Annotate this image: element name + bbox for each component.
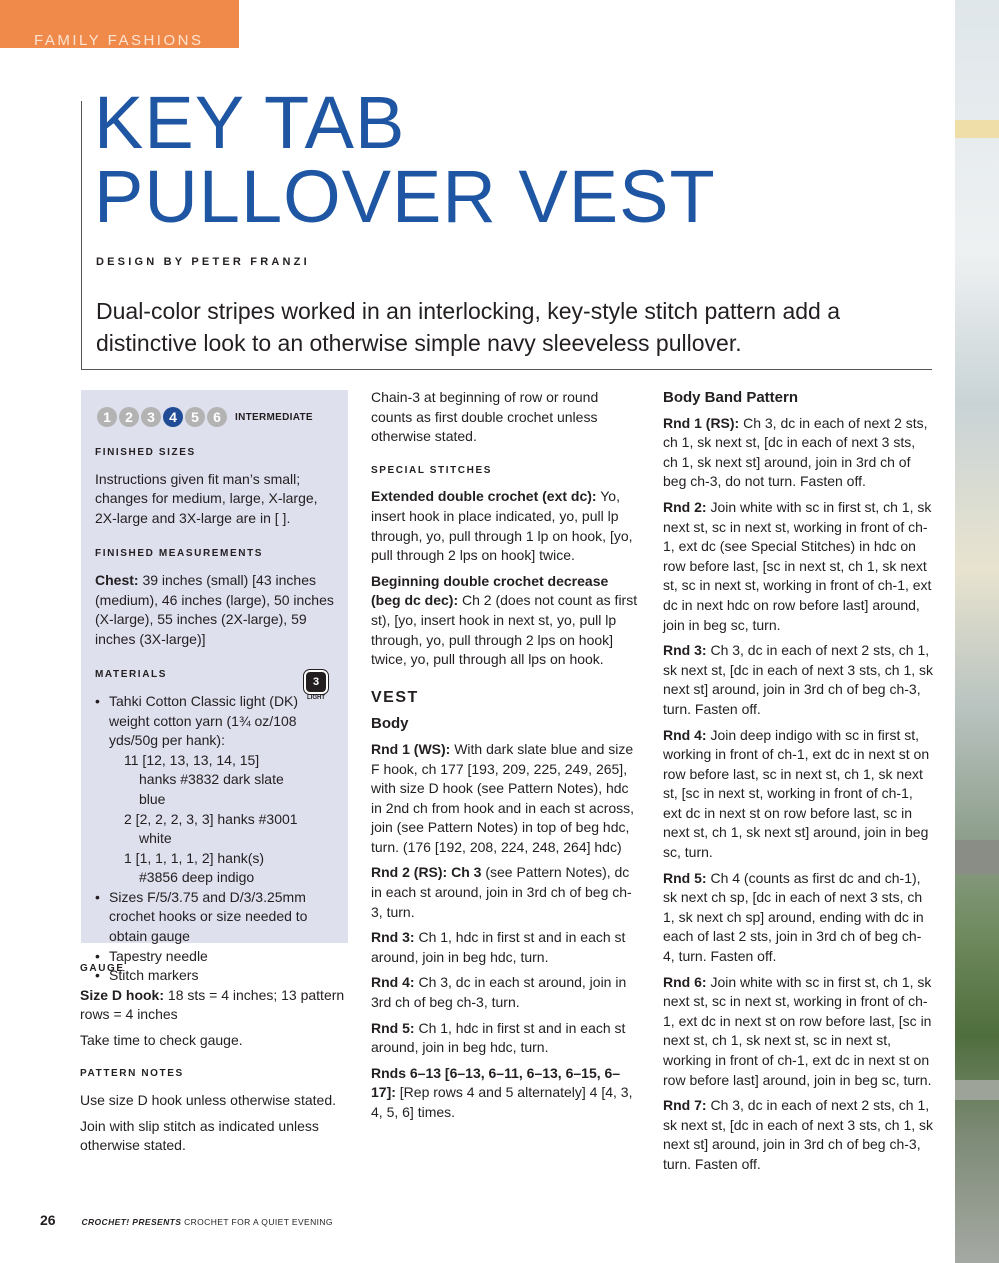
band-rnd-1-label: Rnd 1 (RS): bbox=[663, 414, 740, 431]
band-rnd-7 bbox=[663, 1096, 933, 1174]
skill-level-3: 3 bbox=[141, 407, 161, 427]
yarn-weight-icon bbox=[300, 672, 332, 706]
rnd-5-text: Ch 1, hdc in first st and in each st around, join in beg hdc, turn. bbox=[371, 1019, 626, 1056]
gauge-heading: GAUGE bbox=[80, 963, 125, 974]
band-rnd-2 bbox=[663, 498, 933, 635]
rnd-3-text: Ch 1, hdc in first st and in each st around, join in beg hdc, turn. bbox=[371, 929, 626, 965]
title-rule-horizontal bbox=[81, 369, 932, 370]
yarn-weight-number: 3 bbox=[306, 672, 326, 692]
publication-brand: CROCHET! PRESENTS bbox=[81, 1217, 182, 1227]
intro-text: Dual-color stripes worked in an interlocking, key-style stitch pattern add a distinctive look to an otherwise simple navy sleeveless pullover. bbox=[96, 298, 841, 356]
band-rnd-4-label: Rnd 4: bbox=[663, 726, 707, 743]
gauge-notes bbox=[80, 959, 345, 1162]
title-line-2: PULLOVER VEST bbox=[94, 155, 716, 238]
photo-rail bbox=[955, 840, 999, 874]
ext-dc-definition bbox=[371, 487, 639, 565]
chest-label: Chest: bbox=[95, 571, 139, 588]
rnd-1-text: With dark slate blue and size F hook, ch 177 [193, 209, 225, 249, 265], with size D hook (see Pattern Notes), hdc in 2nd ch from hook and in each st across, join (see Pattern Notes) in top of beg hdc, turn. (176 [192, 208, 224, 248, 264] hdc) bbox=[371, 740, 635, 855]
chest-sizes: 39 inches (small) [43 inches (medium), 46 inches (large), 50 inches (X-large), 55 inches (2X-large), 59 inches (3X-large)] bbox=[95, 571, 334, 647]
band-rnd-3-label: Rnd 3: bbox=[663, 642, 707, 659]
body-band-heading: Body Band Pattern bbox=[663, 389, 799, 406]
title-rule-vertical bbox=[81, 101, 82, 369]
finished-measurements-heading: FINISHED MEASUREMENTS bbox=[95, 548, 264, 560]
special-stitches-heading: SPECIAL STITCHES bbox=[371, 464, 492, 476]
band-rnd-4-text: Join deep indigo with sc in first st, working in front of ch-1, ext dc in next st on row before last, sc in next st, ch 1, sk next st, [sc in next st, working in front of ch-1, ext dc in next st on row before last, sc in next st, ch 1, sk next st] around, join in beg sc, turn. bbox=[663, 726, 930, 861]
gauge-text bbox=[80, 986, 345, 1025]
skill-level-5: 5 bbox=[185, 407, 205, 427]
band-rnd-2-label: Rnd 2: bbox=[663, 498, 707, 515]
rnd-2-label: Rnd 2 (RS): Ch 3 bbox=[371, 864, 482, 881]
sidebar-content bbox=[95, 443, 340, 986]
band-rnd-6-text: Join white with sc in first st, ch 1, sk next st, sc in next st, working in front of ch-1, ext dc in next st on row before last, [sc in next st, ch 1, sk next st, sc in next st, working in front of ch-1, ext dc in next st on row before last] around, join in beg sc, turn. bbox=[663, 973, 932, 1088]
yarn-color-2: 2 [2, 2, 2, 3, 3] hanks #3001 white bbox=[124, 810, 298, 847]
rnd-2 bbox=[371, 863, 639, 922]
photo-rail-lower bbox=[955, 1080, 999, 1100]
photo-highlight bbox=[955, 120, 999, 138]
rnd-3-label: Rnd 3: bbox=[371, 929, 415, 946]
materials-heading: MATERIALS bbox=[95, 669, 167, 681]
beg-dc-dec-label: Beginning double crochet decrease (beg dc dec): bbox=[371, 572, 609, 609]
band-rnd-4 bbox=[663, 726, 933, 863]
chain-note: Chain-3 at beginning of row or round counts as first double crochet unless otherwise stated. bbox=[371, 389, 599, 445]
band-rnd-5-text: Ch 4 (counts as first dc and ch-1), sk next ch sp, [dc in each of next 3 sts, ch 1, sk next ch sp] around, ending with dc in each of last 2 sts, join in 3rd ch of beg ch-4, turn. Fasten off. bbox=[663, 869, 924, 965]
column-2 bbox=[371, 388, 639, 1129]
band-rnd-3 bbox=[663, 641, 933, 719]
gauge-note: Take time to check gauge. bbox=[80, 1031, 243, 1048]
band-rnd-3-text: Ch 3, dc in each of next 2 sts, ch 1, sk next st, [dc in each of next 3 sts, ch 1, sk next st] around, join in 3rd ch of beg ch-3, turn. Fasten off. bbox=[663, 642, 934, 717]
yarn-weight-label: LIGHT bbox=[307, 695, 325, 701]
band-rnd-1-text: Ch 3, dc in each of next 2 sts, ch 1, sk next st, [dc in each of next 3 sts, ch 1, sk next st] around, join in 3rd ch of beg ch-3, do not turn. Fasten off. bbox=[663, 414, 928, 490]
rnd-4 bbox=[371, 973, 639, 1012]
publication-title: CROCHET FOR A QUIET EVENING bbox=[184, 1217, 333, 1227]
page-number: 26 bbox=[40, 1212, 56, 1228]
beg-dc-dec-definition bbox=[371, 572, 639, 670]
band-rnd-6 bbox=[663, 973, 933, 1091]
yarn-description: Tahki Cotton Classic light (DK) weight cotton yarn (1¾ oz/108 yds/50g per hank): bbox=[109, 692, 299, 749]
rnds-6-13-label: Rnds 6–13 [6–13, 6–11, 6–13, 6–15, 6–17]: bbox=[371, 1064, 621, 1101]
yarn-color-1: 11 [12, 13, 13, 14, 15] hanks #3832 dark slate blue bbox=[124, 751, 284, 807]
band-rnd-6-label: Rnd 6: bbox=[663, 973, 707, 990]
rnds-6-13 bbox=[371, 1064, 639, 1123]
skill-level-2: 2 bbox=[119, 407, 139, 427]
page-title bbox=[94, 81, 716, 238]
band-rnd-7-label: Rnd 7: bbox=[663, 1097, 707, 1114]
rnd-5-label: Rnd 5: bbox=[371, 1019, 415, 1036]
rnd-3 bbox=[371, 928, 639, 967]
yarn-color-3: 1 [1, 1, 1, 1, 2] hank(s) #3856 deep indigo bbox=[124, 849, 265, 886]
materials-list bbox=[95, 692, 340, 986]
skill-level-4-active: 4 bbox=[163, 407, 183, 427]
column-3 bbox=[663, 388, 933, 1181]
body-heading: Body bbox=[371, 715, 409, 733]
skill-level-label: INTERMEDIATE bbox=[235, 411, 313, 423]
beg-dc-dec-text: Ch 2 (does not count as first st), [yo, insert hook in next st, yo, pull lp through, yo, pull through 2 lps on hook] twice, yo, pull through all lps on hook. bbox=[371, 592, 638, 668]
ext-dc-label: Extended double crochet (ext dc): bbox=[371, 488, 597, 505]
title-line-1: KEY TAB bbox=[94, 81, 406, 164]
pattern-note-2: Join with slip stitch as indicated unless otherwise stated. bbox=[80, 1117, 319, 1154]
gauge-values: 18 sts = 4 inches; 13 pattern rows = 4 inches bbox=[80, 986, 345, 1023]
finished-sizes-text: Instructions given fit man’s small; changes for medium, large, X-large, 2X-large and 3X-large are in [ ]. bbox=[95, 470, 318, 526]
rnd-1 bbox=[371, 740, 639, 858]
skill-level bbox=[97, 407, 313, 427]
byline: DESIGN BY PETER FRANZI bbox=[96, 256, 310, 268]
pattern-note-1: Use size D hook unless otherwise stated. bbox=[80, 1091, 337, 1108]
materials-needle: • Tapestry needle bbox=[95, 947, 340, 967]
rnd-4-label: Rnd 4: bbox=[371, 974, 415, 991]
materials-yarn bbox=[95, 692, 340, 888]
materials-markers: • Stitch markers bbox=[95, 966, 340, 986]
finished-measurements-text bbox=[95, 571, 340, 649]
vest-heading: VEST bbox=[371, 688, 419, 706]
section-tab bbox=[0, 0, 239, 48]
band-rnd-5-label: Rnd 5: bbox=[663, 869, 707, 886]
page-footer bbox=[40, 1212, 333, 1228]
rnds-6-13-text: [Rep rows 4 and 5 alternately] 4 [4, 3, 4, 5, 6] times. bbox=[371, 1084, 633, 1120]
skill-level-6: 6 bbox=[207, 407, 227, 427]
rnd-2-text: (see Pattern Notes), dc in each st around, join in 3rd ch of beg ch-3, turn. bbox=[371, 864, 632, 920]
materials-hooks: • Sizes F/5/3.75 and D/3/3.25mm crochet hooks or size needed to obtain gauge bbox=[95, 888, 340, 947]
pattern-notes-heading: PATTERN NOTES bbox=[80, 1068, 184, 1080]
band-rnd-1 bbox=[663, 414, 933, 492]
band-rnd-2-text: Join white with sc in first st, ch 1, sk next st, sc in next st, working in front of ch-1, ext dc (see Special Stitches) in hdc on row before last, [sc in next st, ch 1, sk next st, sc in next st, working in front of ch-1, ext dc in next hdc on row before last] around, join in beg sc, turn. bbox=[663, 498, 932, 633]
rnd-4-text: Ch 3, dc in each st around, join in 3rd ch of beg ch-3, turn. bbox=[371, 974, 627, 1011]
publication-name bbox=[81, 1217, 332, 1227]
side-photo-strip bbox=[955, 0, 999, 1263]
skill-level-1: 1 bbox=[97, 407, 117, 427]
rnd-5 bbox=[371, 1019, 639, 1058]
finished-sizes-heading: FINISHED SIZES bbox=[95, 447, 196, 458]
section-label: FAMILY FASHIONS bbox=[34, 32, 204, 49]
ext-dc-text: Yo, insert hook in place indicated, yo, pull lp through, yo, pull through 1 lp on hook, [yo, pull through 2 lps on hook] twice. bbox=[371, 488, 633, 564]
band-rnd-5 bbox=[663, 869, 933, 967]
band-rnd-7-text: Ch 3, dc in each of next 2 sts, ch 1, sk next st, [dc in each of next 3 sts, ch 1, sk next st] around, join in 3rd ch of beg ch-3, turn. Fasten off. bbox=[663, 1097, 934, 1172]
gauge-label: Size D hook: bbox=[80, 986, 165, 1003]
rnd-1-label: Rnd 1 (WS): bbox=[371, 740, 451, 757]
